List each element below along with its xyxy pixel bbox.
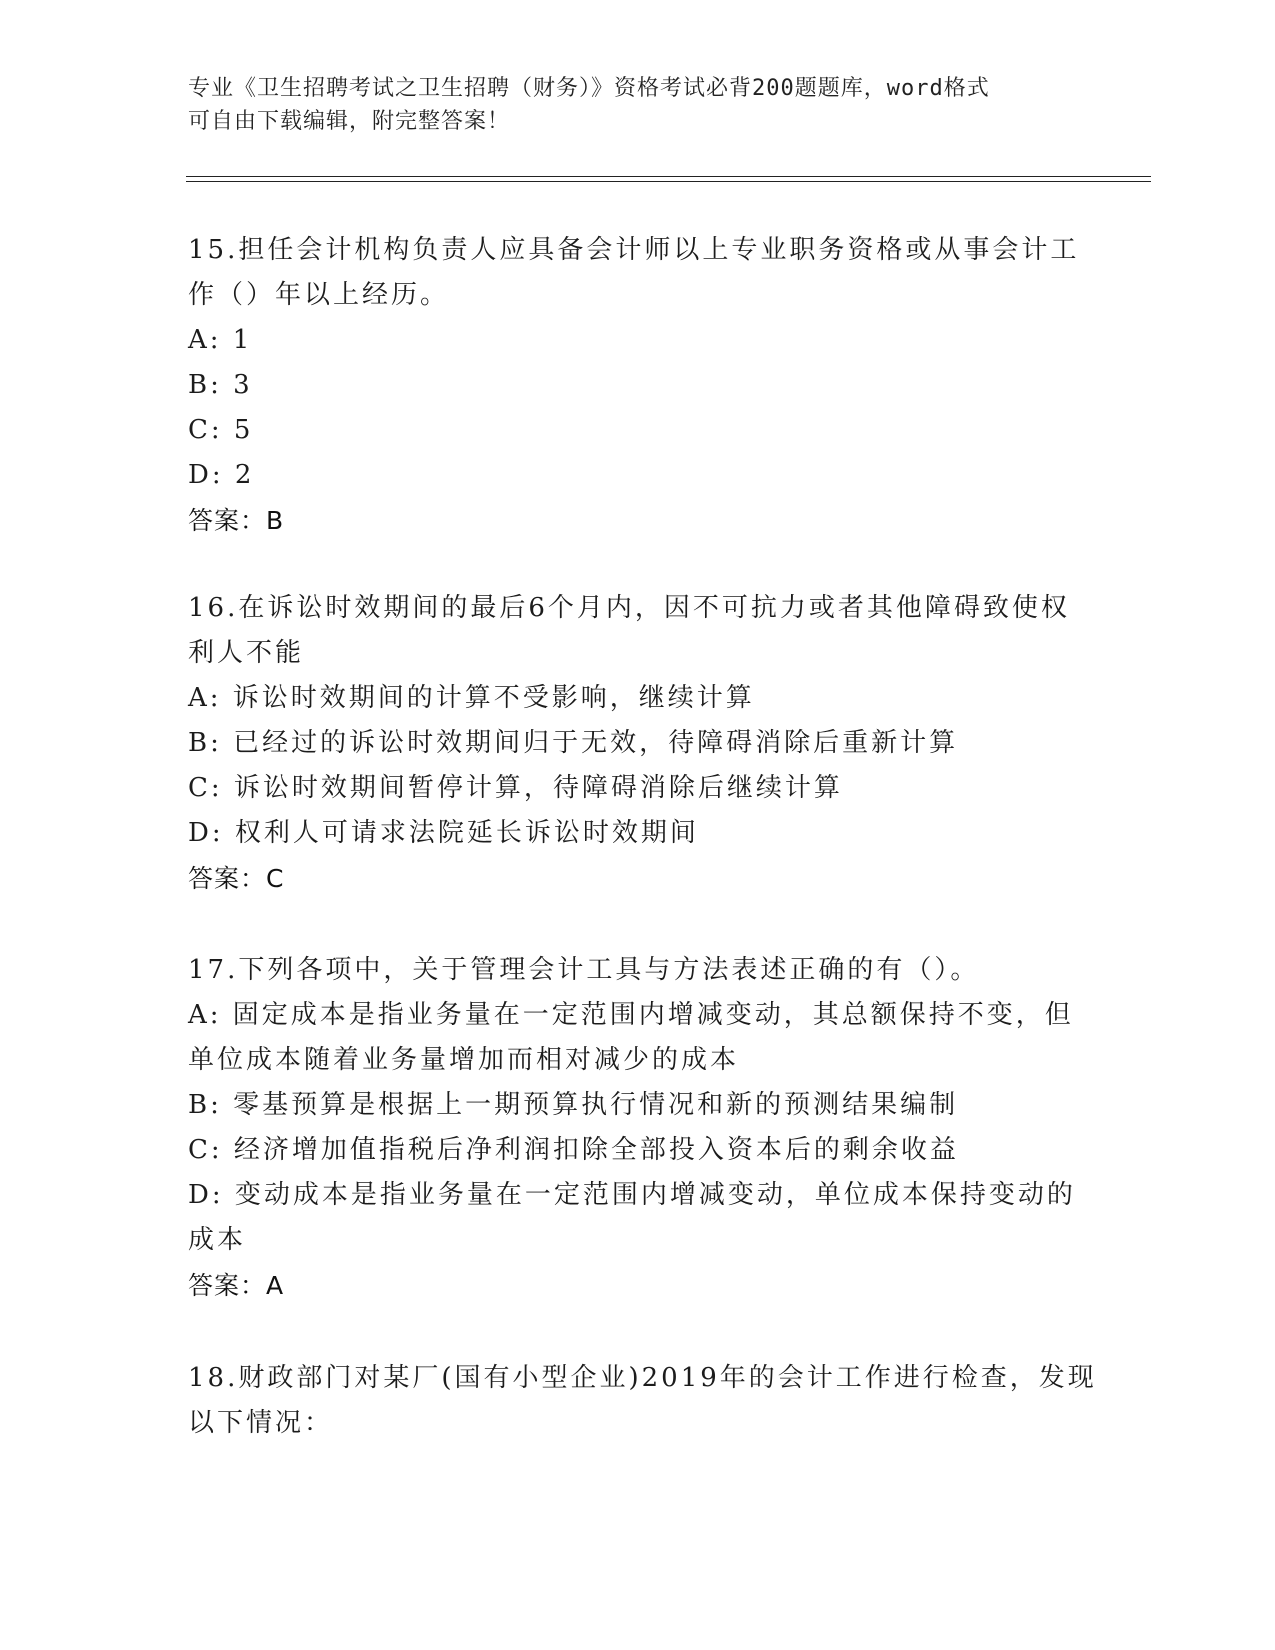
question-stem-line: 18.财政部门对某厂(国有小型企业)2019年的会计工作进行检查，发现 bbox=[188, 1363, 1097, 1393]
option-d: D: 变动成本是指业务量在一定范围内增减变动，单位成本保持变动的 bbox=[188, 1180, 1076, 1210]
option-a: A: 固定成本是指业务量在一定范围内增减变动，其总额保持不变，但 bbox=[188, 1000, 1074, 1030]
header-divider-top bbox=[186, 176, 1151, 177]
option-a-continued: 单位成本随着业务量增加而相对减少的成本 bbox=[188, 1045, 740, 1075]
question-stem-line: 15.担任会计机构负责人应具备会计师以上专业职务资格或从事会计工 bbox=[188, 235, 1080, 265]
document-header bbox=[188, 72, 1088, 138]
question-17 bbox=[188, 948, 1088, 1308]
question-16 bbox=[188, 586, 1088, 901]
answer-line: 答案：A bbox=[188, 1271, 285, 1300]
question-stem-line: 16.在诉讼时效期间的最后6个月内，因不可抗力或者其他障碍致使权 bbox=[188, 593, 1070, 623]
option-c: C: 经济增加值指税后净利润扣除全部投入资本后的剩余收益 bbox=[188, 1135, 959, 1165]
question-18 bbox=[188, 1356, 1097, 1446]
option-c: C: 诉讼时效期间暂停计算，待障碍消除后继续计算 bbox=[188, 773, 843, 803]
answer-line: 答案：C bbox=[188, 864, 285, 893]
option-d: D: 权利人可请求法院延长诉讼时效期间 bbox=[188, 818, 699, 848]
question-stem-line: 以下情况： bbox=[188, 1408, 334, 1438]
option-a: A: 1 bbox=[188, 325, 253, 355]
option-b: B: 已经过的诉讼时效期间归于无效，待障碍消除后重新计算 bbox=[188, 728, 959, 758]
question-stem-line: 利人不能 bbox=[188, 638, 305, 668]
question-stem-line: 17.下列各项中，关于管理会计工具与方法表述正确的有（）。 bbox=[188, 955, 980, 985]
option-d-continued: 成本 bbox=[188, 1225, 247, 1255]
header-divider-bottom bbox=[186, 181, 1151, 182]
option-b: B: 零基预算是根据上一期预算执行情况和新的预测结果编制 bbox=[188, 1090, 959, 1120]
header-line-2: 可自由下载编辑，附完整答案！ bbox=[188, 109, 511, 134]
option-a: A: 诉讼时效期间的计算不受影响，继续计算 bbox=[188, 683, 755, 713]
option-d: D: 2 bbox=[188, 460, 255, 490]
answer-line: 答案：B bbox=[188, 506, 285, 535]
question-15 bbox=[188, 228, 1088, 543]
option-c: C: 5 bbox=[188, 415, 254, 445]
question-stem-line: 作（）年以上经历。 bbox=[188, 280, 450, 310]
header-line-1: 专业《卫生招聘考试之卫生招聘（财务）》资格考试必背200题题库，word格式 bbox=[188, 76, 990, 101]
option-b: B: 3 bbox=[188, 370, 253, 400]
